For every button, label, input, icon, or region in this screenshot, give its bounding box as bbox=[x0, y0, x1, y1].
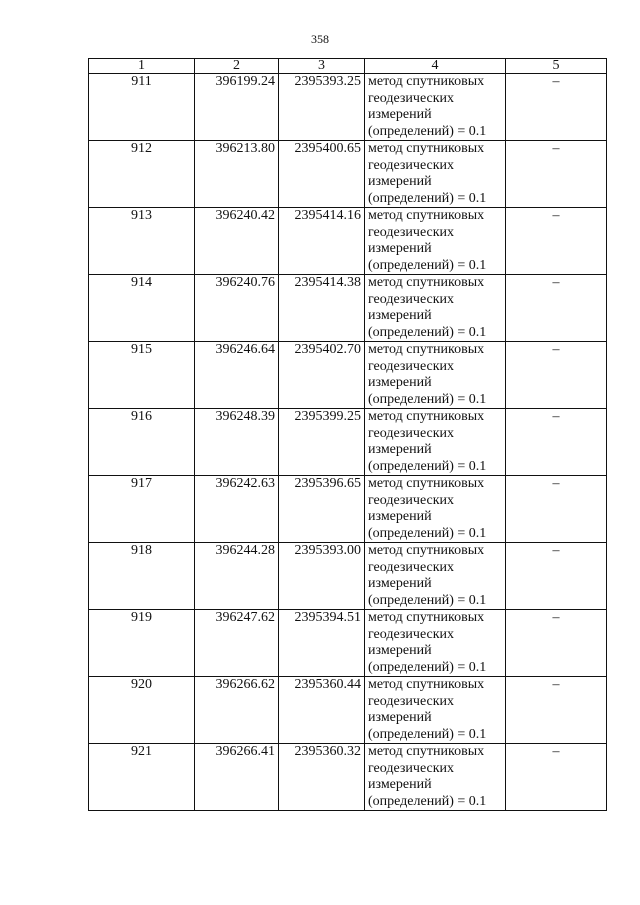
method-line-4: (определений) = 0.1 bbox=[368, 793, 487, 809]
method-line-1: метод спутниковых bbox=[368, 342, 485, 357]
coordinate-x bbox=[195, 543, 279, 610]
method-line-1: метод спутниковых bbox=[368, 409, 485, 424]
point-number bbox=[89, 141, 195, 208]
dash-mark-text: – bbox=[552, 744, 560, 759]
point-number bbox=[89, 74, 195, 141]
method-description bbox=[365, 543, 506, 610]
method-line-1: метод спутниковых bbox=[368, 208, 485, 223]
dash-mark bbox=[506, 677, 607, 744]
dash-mark-text: – bbox=[552, 409, 560, 424]
coordinate-x-text: 396248.39 bbox=[215, 409, 275, 424]
method-line-1: метод спутниковых bbox=[368, 275, 485, 290]
coordinate-x-text: 396199.24 bbox=[215, 74, 275, 89]
coordinate-x bbox=[195, 74, 279, 141]
coordinate-y-text: 2395414.38 bbox=[294, 275, 361, 290]
coordinate-x bbox=[195, 476, 279, 543]
header-col-5: 5 bbox=[506, 59, 607, 74]
method-line-4: (определений) = 0.1 bbox=[368, 659, 487, 675]
point-number-text: 914 bbox=[131, 275, 152, 290]
coordinate-x-text: 396266.41 bbox=[215, 744, 275, 759]
coordinate-x-text: 396266.62 bbox=[215, 677, 275, 692]
header-row bbox=[89, 59, 607, 74]
method-line-3: измерений bbox=[368, 576, 432, 591]
point-number-text: 919 bbox=[131, 610, 152, 625]
method-line-1: метод спутниковых bbox=[368, 744, 485, 759]
point-number bbox=[89, 275, 195, 342]
method-line-4: (определений) = 0.1 bbox=[368, 123, 487, 139]
coordinate-x-text: 396240.42 bbox=[215, 208, 275, 223]
method-line-4: (определений) = 0.1 bbox=[368, 324, 487, 340]
method-line-4: (определений) = 0.1 bbox=[368, 458, 487, 474]
dash-mark-text: – bbox=[552, 476, 560, 491]
method-line-1: метод спутниковых bbox=[368, 610, 485, 625]
point-number-text: 911 bbox=[131, 74, 152, 89]
method-line-1: метод спутниковых bbox=[368, 677, 485, 692]
dash-mark-text: – bbox=[552, 208, 560, 223]
method-description bbox=[365, 275, 506, 342]
coordinates-table bbox=[88, 58, 607, 811]
method-line-2: геодезических bbox=[368, 559, 455, 575]
coordinate-y-text: 2395360.44 bbox=[294, 677, 361, 692]
dash-mark-text: – bbox=[552, 342, 560, 357]
method-line-3: измерений bbox=[368, 777, 432, 792]
point-number-text: 917 bbox=[131, 476, 152, 491]
method-line-2: геодезических bbox=[368, 224, 455, 240]
table-row bbox=[89, 476, 607, 543]
method-line-1: метод спутниковых bbox=[368, 74, 485, 89]
method-line-4: (определений) = 0.1 bbox=[368, 726, 487, 742]
point-number bbox=[89, 409, 195, 476]
header-col-2: 2 bbox=[195, 59, 279, 74]
table-row bbox=[89, 543, 607, 610]
table-row bbox=[89, 409, 607, 476]
table-body bbox=[89, 74, 607, 811]
point-number-text: 916 bbox=[131, 409, 152, 424]
coordinate-y-text: 2395393.25 bbox=[294, 74, 361, 89]
method-line-3: измерений bbox=[368, 509, 432, 524]
coordinate-x bbox=[195, 275, 279, 342]
method-line-1: метод спутниковых bbox=[368, 543, 485, 558]
dash-mark bbox=[506, 744, 607, 811]
coordinate-y bbox=[279, 141, 365, 208]
coordinate-x bbox=[195, 610, 279, 677]
point-number-text: 912 bbox=[131, 141, 152, 156]
header-col-4: 4 bbox=[365, 59, 506, 74]
coordinate-x-text: 396246.64 bbox=[215, 342, 275, 357]
coordinate-x bbox=[195, 208, 279, 275]
method-line-2: геодезических bbox=[368, 693, 455, 709]
coordinate-y bbox=[279, 543, 365, 610]
coordinate-y bbox=[279, 610, 365, 677]
coordinate-y bbox=[279, 208, 365, 275]
table-row bbox=[89, 677, 607, 744]
method-line-3: измерений bbox=[368, 643, 432, 658]
table-row bbox=[89, 141, 607, 208]
method-line-2: геодезических bbox=[368, 492, 455, 508]
method-description bbox=[365, 141, 506, 208]
dash-mark bbox=[506, 208, 607, 275]
coordinate-x-text: 396242.63 bbox=[215, 476, 275, 491]
coordinate-y bbox=[279, 476, 365, 543]
dash-mark bbox=[506, 610, 607, 677]
method-line-3: измерений bbox=[368, 174, 432, 189]
coordinate-x-text: 396240.76 bbox=[215, 275, 275, 290]
method-description bbox=[365, 677, 506, 744]
table-row bbox=[89, 744, 607, 811]
coordinate-x bbox=[195, 744, 279, 811]
method-line-2: геодезических bbox=[368, 90, 455, 106]
coordinate-y-text: 2395400.65 bbox=[294, 141, 361, 156]
dash-mark bbox=[506, 141, 607, 208]
point-number-text: 913 bbox=[131, 208, 152, 223]
method-description bbox=[365, 409, 506, 476]
coordinate-x-text: 396247.62 bbox=[215, 610, 275, 625]
coordinate-y-text: 2395414.16 bbox=[294, 208, 361, 223]
dash-mark-text: – bbox=[552, 543, 560, 558]
coordinate-y bbox=[279, 342, 365, 409]
dash-mark-text: – bbox=[552, 141, 560, 156]
method-line-3: измерений bbox=[368, 442, 432, 457]
dash-mark bbox=[506, 275, 607, 342]
coordinate-x-text: 396244.28 bbox=[215, 543, 275, 558]
point-number-text: 918 bbox=[131, 543, 152, 558]
dash-mark-text: – bbox=[552, 74, 560, 89]
method-line-2: геодезических bbox=[368, 425, 455, 441]
method-description bbox=[365, 744, 506, 811]
method-description bbox=[365, 208, 506, 275]
method-line-4: (определений) = 0.1 bbox=[368, 190, 487, 206]
coordinate-y-text: 2395396.65 bbox=[294, 476, 361, 491]
point-number bbox=[89, 342, 195, 409]
method-line-3: измерений bbox=[368, 308, 432, 323]
method-line-4: (определений) = 0.1 bbox=[368, 525, 487, 541]
dash-mark bbox=[506, 409, 607, 476]
coordinate-y bbox=[279, 409, 365, 476]
coordinate-x bbox=[195, 409, 279, 476]
table-row bbox=[89, 74, 607, 141]
point-number bbox=[89, 543, 195, 610]
header-col-1: 1 bbox=[89, 59, 195, 74]
method-line-2: геодезических bbox=[368, 626, 455, 642]
method-line-2: геодезических bbox=[368, 358, 455, 374]
coordinate-x bbox=[195, 342, 279, 409]
point-number bbox=[89, 610, 195, 677]
coordinate-y bbox=[279, 275, 365, 342]
coordinate-x bbox=[195, 677, 279, 744]
coordinate-y-text: 2395394.51 bbox=[294, 610, 361, 625]
method-description bbox=[365, 342, 506, 409]
point-number bbox=[89, 677, 195, 744]
table-header bbox=[89, 59, 607, 74]
table-row bbox=[89, 610, 607, 677]
method-line-1: метод спутниковых bbox=[368, 476, 485, 491]
table-row bbox=[89, 275, 607, 342]
coordinate-y bbox=[279, 677, 365, 744]
point-number-text: 915 bbox=[131, 342, 152, 357]
dash-mark-text: – bbox=[552, 275, 560, 290]
method-line-2: геодезических bbox=[368, 291, 455, 307]
method-line-4: (определений) = 0.1 bbox=[368, 391, 487, 407]
point-number-text: 920 bbox=[131, 677, 152, 692]
coordinate-y-text: 2395360.32 bbox=[294, 744, 361, 759]
method-description bbox=[365, 74, 506, 141]
point-number bbox=[89, 744, 195, 811]
method-line-3: измерений bbox=[368, 710, 432, 725]
table-row bbox=[89, 342, 607, 409]
coordinate-y bbox=[279, 744, 365, 811]
coordinate-y-text: 2395393.00 bbox=[294, 543, 361, 558]
header-col-3: 3 bbox=[279, 59, 365, 74]
coordinate-y-text: 2395399.25 bbox=[294, 409, 361, 424]
table-row bbox=[89, 208, 607, 275]
page-number: 358 bbox=[311, 32, 329, 46]
dash-mark bbox=[506, 74, 607, 141]
method-line-4: (определений) = 0.1 bbox=[368, 592, 487, 608]
method-description bbox=[365, 610, 506, 677]
dash-mark bbox=[506, 543, 607, 610]
dash-mark bbox=[506, 476, 607, 543]
coordinate-y bbox=[279, 74, 365, 141]
dash-mark bbox=[506, 342, 607, 409]
dash-mark-text: – bbox=[552, 677, 560, 692]
coordinate-y-text: 2395402.70 bbox=[294, 342, 361, 357]
coordinate-x bbox=[195, 141, 279, 208]
coordinate-x-text: 396213.80 bbox=[215, 141, 275, 156]
method-line-2: геодезических bbox=[368, 157, 455, 173]
method-line-3: измерений bbox=[368, 107, 432, 122]
point-number bbox=[89, 208, 195, 275]
method-line-4: (определений) = 0.1 bbox=[368, 257, 487, 273]
dash-mark-text: – bbox=[552, 610, 560, 625]
point-number-text: 921 bbox=[131, 744, 152, 759]
point-number bbox=[89, 476, 195, 543]
method-description bbox=[365, 476, 506, 543]
method-line-3: измерений bbox=[368, 241, 432, 256]
method-line-3: измерений bbox=[368, 375, 432, 390]
method-line-1: метод спутниковых bbox=[368, 141, 485, 156]
method-line-2: геодезических bbox=[368, 760, 455, 776]
